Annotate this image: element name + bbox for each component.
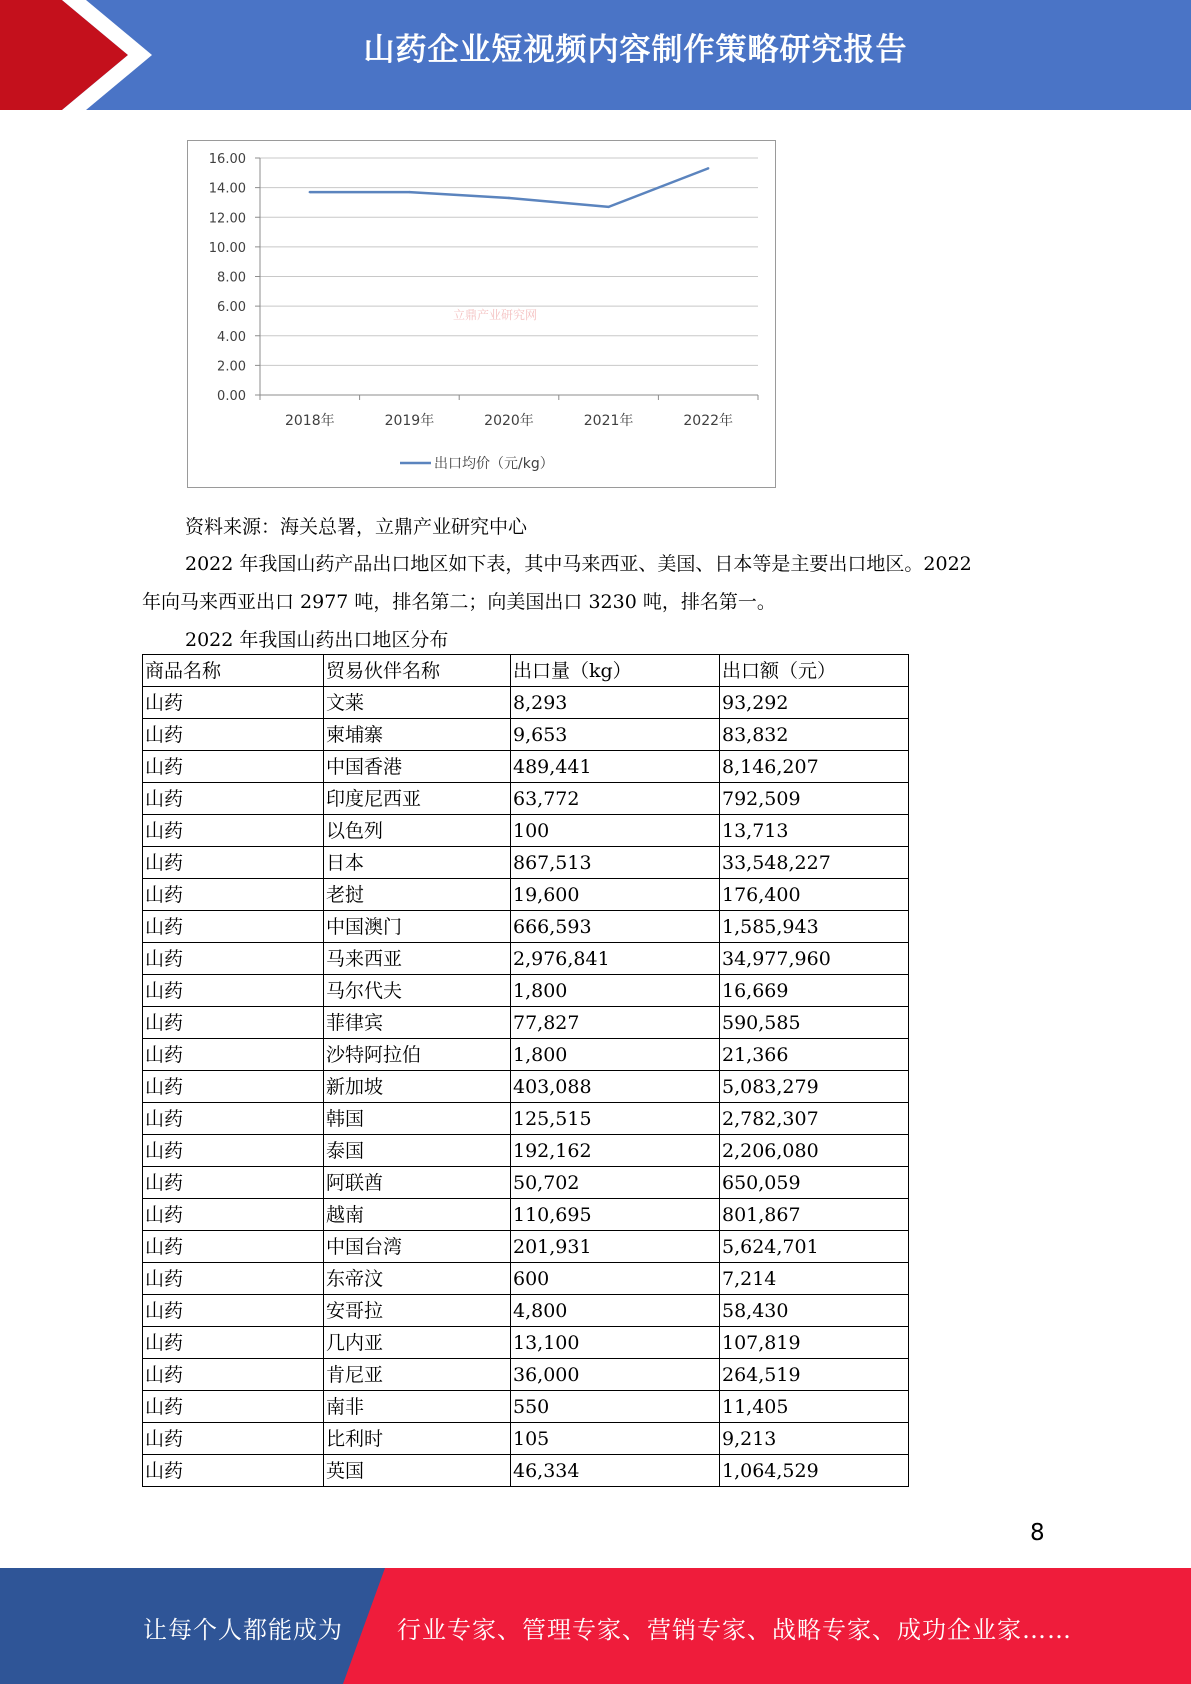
table-row [143,1167,909,1199]
cell-product: 山药 [143,751,324,783]
header-partner: 贸易伙伴名称 [324,655,511,687]
header-product: 商品名称 [143,655,324,687]
cell-partner: 英国 [324,1455,511,1487]
line-chart [188,141,775,487]
cell-partner: 中国台湾 [324,1231,511,1263]
page-header [0,0,1191,110]
cell-volume: 2,976,841 [511,943,720,975]
cell-volume: 110,695 [511,1199,720,1231]
cell-partner: 日本 [324,847,511,879]
cell-value: 16,669 [720,975,909,1007]
table-row [143,1455,909,1487]
cell-volume: 192,162 [511,1135,720,1167]
cell-value: 1,064,529 [720,1455,909,1487]
cell-value: 650,059 [720,1167,909,1199]
cell-product: 山药 [143,815,324,847]
export-region-table [142,654,909,1487]
table-row [143,1103,909,1135]
data-point [707,167,709,169]
cell-volume: 1,800 [511,1039,720,1071]
x-tick-label: 2022年 [683,413,734,429]
cell-partner: 东帝汶 [324,1263,511,1295]
table-title: 2022 年我国山药出口地区分布 [185,629,449,651]
cell-partner: 柬埔寨 [324,719,511,751]
cell-partner: 南非 [324,1391,511,1423]
cell-value: 1,585,943 [720,911,909,943]
cell-product: 山药 [143,1423,324,1455]
cell-product: 山药 [143,879,324,911]
table-row [143,1007,909,1039]
cell-value: 8,146,207 [720,751,909,783]
cell-partner: 肯尼亚 [324,1359,511,1391]
cell-volume: 600 [511,1263,720,1295]
cell-product: 山药 [143,1263,324,1295]
watermark: 立鼎产业研究网 [452,308,538,322]
cell-value: 11,405 [720,1391,909,1423]
cell-product: 山药 [143,1199,324,1231]
cell-product: 山药 [143,911,324,943]
cell-partner: 印度尼西亚 [324,783,511,815]
cell-volume: 489,441 [511,751,720,783]
cell-volume: 867,513 [511,847,720,879]
cell-partner: 中国香港 [324,751,511,783]
cell-partner: 文莱 [324,687,511,719]
cell-partner: 泰国 [324,1135,511,1167]
y-tick-label: 12.00 [208,211,246,227]
y-tick-label: 8.00 [217,270,246,286]
cell-value: 7,214 [720,1263,909,1295]
cell-partner: 阿联酋 [324,1167,511,1199]
table-body [143,687,909,1487]
table-row [143,879,909,911]
table-row [143,911,909,943]
paragraph-line-2: 年向马来西亚出口 2977 吨，排名第二；向美国出口 3230 吨，排名第一。 [142,591,776,613]
cell-value: 9,213 [720,1423,909,1455]
table-row [143,751,909,783]
cell-value: 83,832 [720,719,909,751]
data-point [408,191,410,193]
data-point [508,197,510,199]
cell-volume: 13,100 [511,1327,720,1359]
cell-partner: 几内亚 [324,1327,511,1359]
cell-product: 山药 [143,687,324,719]
cell-value: 58,430 [720,1295,909,1327]
y-tick-label: 6.00 [217,300,246,316]
cell-value: 264,519 [720,1359,909,1391]
table-row [143,687,909,719]
table-row [143,1359,909,1391]
cell-product: 山药 [143,1039,324,1071]
x-tick-label: 2021年 [583,413,634,429]
y-tick-label: 0.00 [217,389,246,404]
cell-volume: 46,334 [511,1455,720,1487]
cell-value: 792,509 [720,783,909,815]
table-row [143,943,909,975]
cell-product: 山药 [143,975,324,1007]
table-row [143,1423,909,1455]
table-row [143,847,909,879]
cell-value: 590,585 [720,1007,909,1039]
y-tick-label: 2.00 [217,359,246,375]
table-row [143,719,909,751]
table-row [143,815,909,847]
cell-product: 山药 [143,719,324,751]
cell-product: 山药 [143,943,324,975]
cell-volume: 666,593 [511,911,720,943]
legend-label: 出口均价（元/kg） [434,456,554,472]
table-row [143,1391,909,1423]
table-row [143,1263,909,1295]
cell-product: 山药 [143,1167,324,1199]
cell-product: 山药 [143,1455,324,1487]
cell-product: 山药 [143,1103,324,1135]
footer-slogan-right: 行业专家、管理专家、营销专家、战略专家、成功企业家…… [397,1616,1072,1644]
cell-value: 176,400 [720,879,909,911]
table-row [143,1071,909,1103]
cell-volume: 550 [511,1391,720,1423]
footer-slogan-left: 让每个人都能成为 [143,1616,343,1644]
table-row [143,975,909,1007]
page-number: 8 [1030,1520,1045,1546]
cell-product: 山药 [143,1007,324,1039]
x-tick-label: 2020年 [484,413,534,429]
table-row [143,783,909,815]
export-price-chart [187,140,776,488]
cell-product: 山药 [143,1327,324,1359]
header-volume: 出口量（kg） [511,655,720,687]
cell-volume: 100 [511,815,720,847]
cell-value: 21,366 [720,1039,909,1071]
y-tick-label: 14.00 [208,181,246,197]
cell-partner: 沙特阿拉伯 [324,1039,511,1071]
cell-volume: 4,800 [511,1295,720,1327]
cell-value: 13,713 [720,815,909,847]
cell-value: 5,083,279 [720,1071,909,1103]
table-row [143,1039,909,1071]
cell-volume: 36,000 [511,1359,720,1391]
cell-product: 山药 [143,1391,324,1423]
cell-partner: 韩国 [324,1103,511,1135]
x-tick-label: 2018年 [284,413,335,429]
cell-value: 2,206,080 [720,1135,909,1167]
cell-product: 山药 [143,1359,324,1391]
data-point [607,206,609,208]
cell-value: 107,819 [720,1327,909,1359]
cell-value: 33,548,227 [720,847,909,879]
cell-partner: 老挝 [324,879,511,911]
cell-partner: 比利时 [324,1423,511,1455]
cell-value: 93,292 [720,687,909,719]
data-point [309,191,311,193]
x-tick-label: 2019年 [384,413,435,429]
cell-partner: 菲律宾 [324,1007,511,1039]
header-value: 出口额（元） [720,655,909,687]
cell-volume: 1,800 [511,975,720,1007]
cell-partner: 以色列 [324,815,511,847]
cell-volume: 63,772 [511,783,720,815]
cell-product: 山药 [143,1231,324,1263]
table-header-row [143,655,909,687]
cell-product: 山药 [143,783,324,815]
table-row [143,1327,909,1359]
cell-value: 801,867 [720,1199,909,1231]
paragraph-line-1: 2022 年我国山药产品出口地区如下表，其中马来西亚、美国、日本等是主要出口地区。2022 [185,553,972,575]
cell-volume: 403,088 [511,1071,720,1103]
cell-value: 2,782,307 [720,1103,909,1135]
cell-partner: 中国澳门 [324,911,511,943]
cell-product: 山药 [143,1071,324,1103]
page-footer [0,1568,1191,1684]
table-row [143,1199,909,1231]
cell-partner: 马来西亚 [324,943,511,975]
cell-volume: 9,653 [511,719,720,751]
cell-volume: 50,702 [511,1167,720,1199]
cell-value: 34,977,960 [720,943,909,975]
y-tick-label: 16.00 [208,152,246,167]
table-row [143,1135,909,1167]
cell-volume: 19,600 [511,879,720,911]
cell-value: 5,624,701 [720,1231,909,1263]
cell-product: 山药 [143,1295,324,1327]
report-title: 山药企业短视频内容制作策略研究报告 [363,32,908,68]
cell-partner: 新加坡 [324,1071,511,1103]
cell-partner: 越南 [324,1199,511,1231]
y-tick-label: 10.00 [208,240,246,256]
cell-partner: 安哥拉 [324,1295,511,1327]
cell-volume: 77,827 [511,1007,720,1039]
cell-volume: 8,293 [511,687,720,719]
cell-volume: 125,515 [511,1103,720,1135]
data-source: 资料来源：海关总署，立鼎产业研究中心 [185,516,528,538]
table-row [143,1231,909,1263]
table-row [143,1295,909,1327]
cell-product: 山药 [143,847,324,879]
cell-product: 山药 [143,1135,324,1167]
y-tick-label: 4.00 [217,329,246,345]
cell-volume: 201,931 [511,1231,720,1263]
cell-partner: 马尔代夫 [324,975,511,1007]
cell-volume: 105 [511,1423,720,1455]
